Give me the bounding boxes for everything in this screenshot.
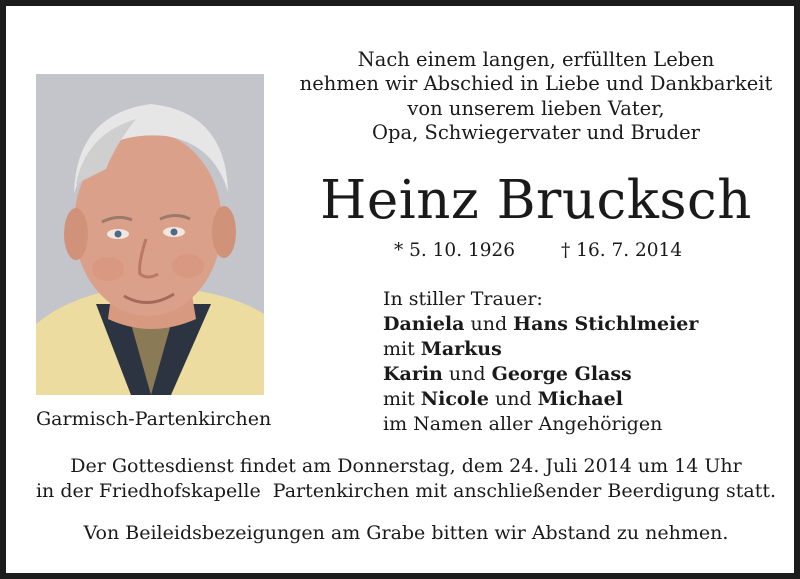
life-dates	[394, 240, 682, 261]
conjunction: und	[448, 363, 486, 385]
mourner-name: Michael	[537, 388, 623, 410]
mourners-heading: In stiller Trauer:	[383, 288, 543, 310]
birth-date: * 5. 10. 1926	[394, 240, 516, 261]
mourner-line	[383, 387, 698, 412]
service-line: in der Friedhofskapelle Partenkirchen mit anschließender Beerdigung statt.	[35, 480, 777, 502]
mourners-footer: im Namen aller Angehörigen	[383, 413, 663, 435]
service-info	[6, 454, 800, 504]
closing-note: Von Beileidsbezeigungen am Grabe bitten wir Abstand zu nehmen.	[83, 522, 729, 544]
deceased-name: Heinz Brucksch	[320, 170, 752, 231]
prefix: mit	[383, 388, 415, 410]
place-caption: Garmisch-Partenkirchen	[36, 408, 272, 430]
mourner-name: Nicole	[420, 388, 489, 410]
portrait-illustration	[36, 74, 264, 395]
conjunction: und	[470, 313, 508, 335]
conjunction: und	[494, 388, 532, 410]
intro-line: Opa, Schwiegervater und Bruder	[371, 120, 701, 144]
mourner-line	[383, 312, 698, 337]
intro-line: Nach einem langen, erfüllten Leben	[357, 48, 715, 71]
mourner-name: George Glass	[491, 363, 632, 385]
death-date: † 16. 7. 2014	[561, 240, 683, 261]
service-line: Der Gottesdienst findet am Donnerstag, dem 24. Juli 2014 um 14 Uhr	[70, 455, 742, 477]
intro-line: von unserem lieben Vater,	[407, 96, 665, 120]
intro-text	[296, 48, 776, 145]
prefix: mit	[383, 338, 415, 360]
mourner-name: Daniela	[383, 313, 465, 335]
mourner-line	[383, 362, 698, 387]
intro-line: nehmen wir Abschied in Liebe und Dankbarkeit	[299, 72, 773, 96]
mourner-name: Hans Stichlmeier	[513, 313, 699, 335]
mourner-name: Karin	[383, 363, 443, 385]
mourner-name: Markus	[420, 338, 502, 360]
mourner-line	[383, 337, 698, 362]
mourners-list	[383, 287, 698, 437]
portrait-photo	[36, 74, 264, 395]
